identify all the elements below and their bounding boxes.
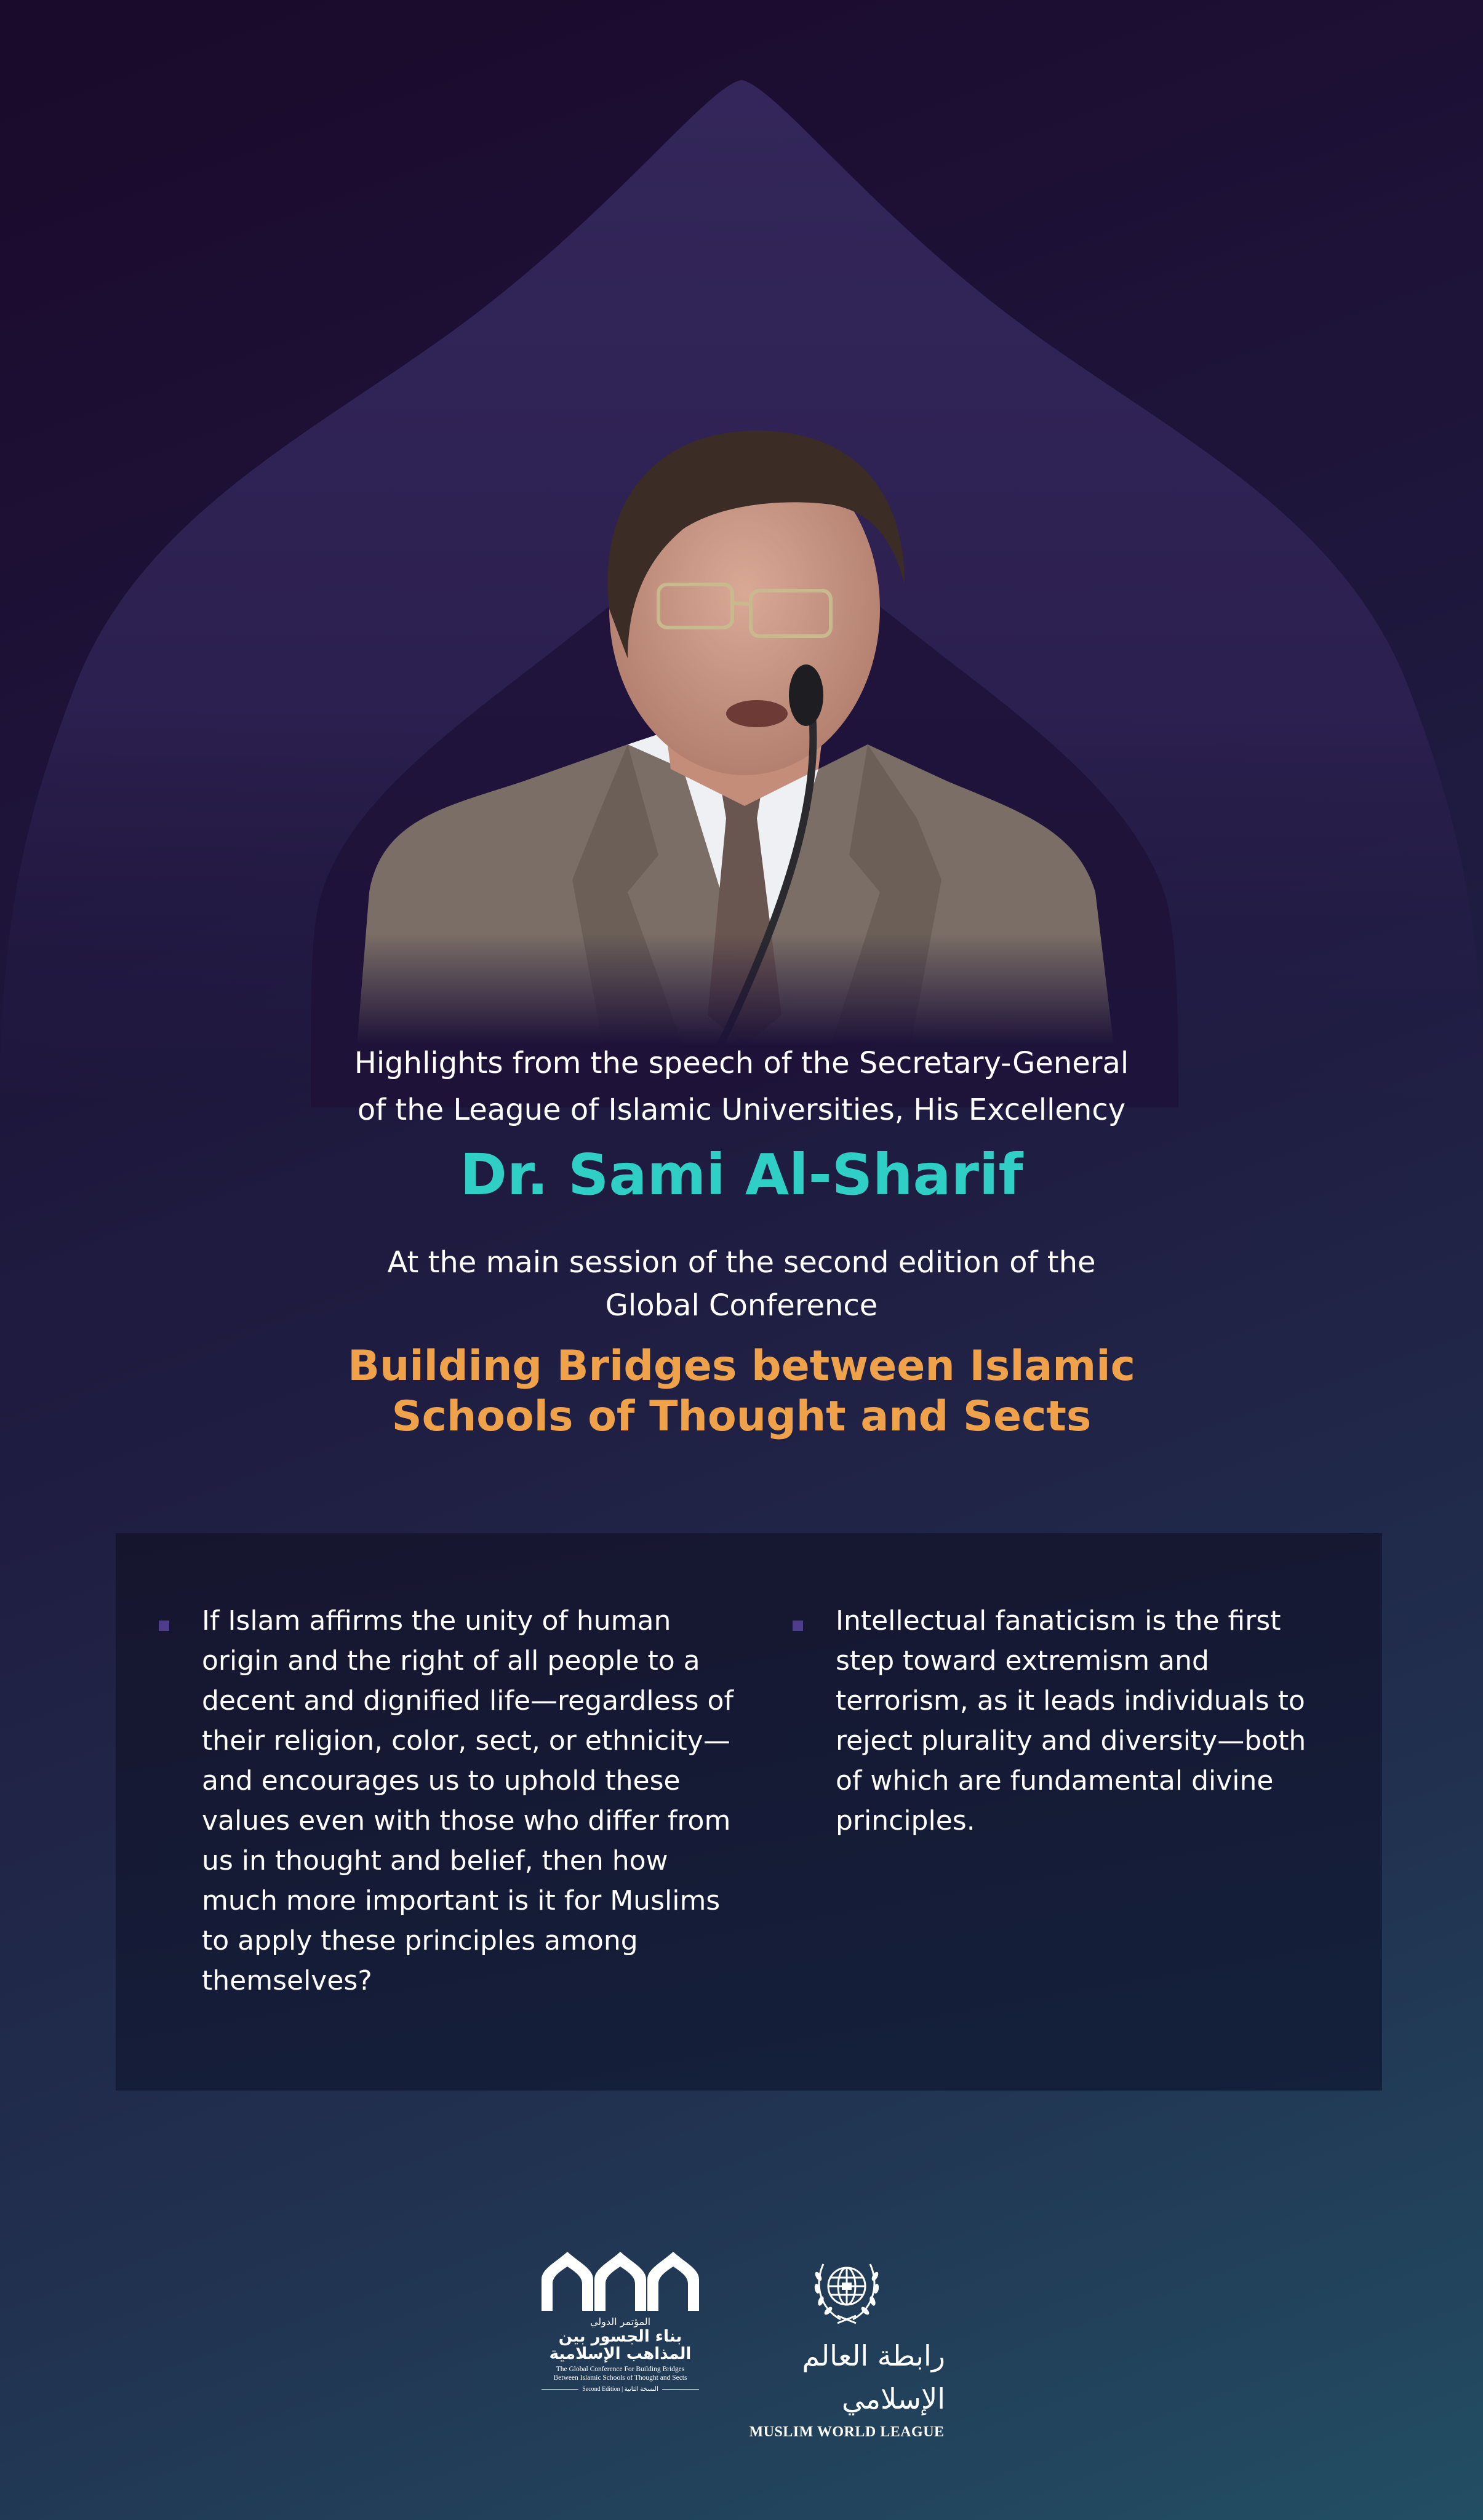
muslim-world-league-logo <box>748 2252 945 2441</box>
conference-title-line-1: Building Bridges between Islamic <box>348 1342 1135 1390</box>
intro-line-1: Highlights from the speech of the Secretary-General <box>354 1046 1129 1080</box>
mwl-arabic-name: رابطة العالم الإسلامي <box>802 2339 945 2415</box>
quotes-panel <box>116 1533 1382 2091</box>
speaker-name: Dr. Sami Al-Sharif <box>460 1142 1023 1208</box>
three-domes-icon <box>542 2252 699 2311</box>
quote-text: If Islam affirms the unity of human origin and the right of all people to a decent and dignified life—regardless of their religion, color, sect, or ethnicity—and encourages us to uphold these values even with those who differ from us in thought and belief, then how much more important is it for Muslims to apply these principles among themselves? <box>202 1605 734 1996</box>
conference-english-name <box>554 2365 687 2382</box>
footer-logos <box>542 2252 948 2440</box>
conference-arabic-line-1: المؤتمر الدولي <box>590 2316 651 2327</box>
conference-arabic-line-3: المذاهب الإسلامية <box>549 2345 692 2363</box>
conference-title <box>0 1341 1483 1442</box>
divider <box>662 2389 699 2390</box>
quote-text: Intellectual fanaticism is the first step toward extremism and terrorism, as it leads individuals to reject plurality and diversity—both of which are fundamental divine principles. <box>836 1605 1306 1836</box>
quote-item <box>159 1601 743 2001</box>
conference-english-line-1: The Global Conference For Building Bridges <box>556 2366 685 2373</box>
divider <box>542 2389 578 2390</box>
conference-logo <box>542 2252 699 2393</box>
square-bullet-icon <box>159 1621 169 1631</box>
intro-line-2: of the League of Islamic Universities, His Excellency <box>357 1093 1126 1127</box>
speaker-portrait <box>338 425 1151 1046</box>
conference-arabic-line-2: بناء الجسور بين <box>558 2327 682 2346</box>
session-line-1: At the main session of the second edition of the <box>387 1245 1096 1280</box>
conference-title-line-2: Schools of Thought and Sects <box>391 1392 1092 1441</box>
edition-label <box>542 2386 699 2393</box>
mwl-english-name: MUSLIM WORLD LEAGUE <box>749 2424 945 2440</box>
conference-english-line-2: Between Islamic Schools of Thought and Sects <box>553 2374 687 2382</box>
square-bullet-icon <box>793 1621 803 1631</box>
intro-text <box>0 1040 1483 1133</box>
quote-item <box>793 1601 1322 1841</box>
edition-text: Second Edition | النسخة الثانية <box>582 2386 658 2393</box>
globe-wreath-icon <box>810 2252 884 2326</box>
session-text <box>0 1241 1483 1327</box>
session-line-2: Global Conference <box>605 1288 878 1323</box>
